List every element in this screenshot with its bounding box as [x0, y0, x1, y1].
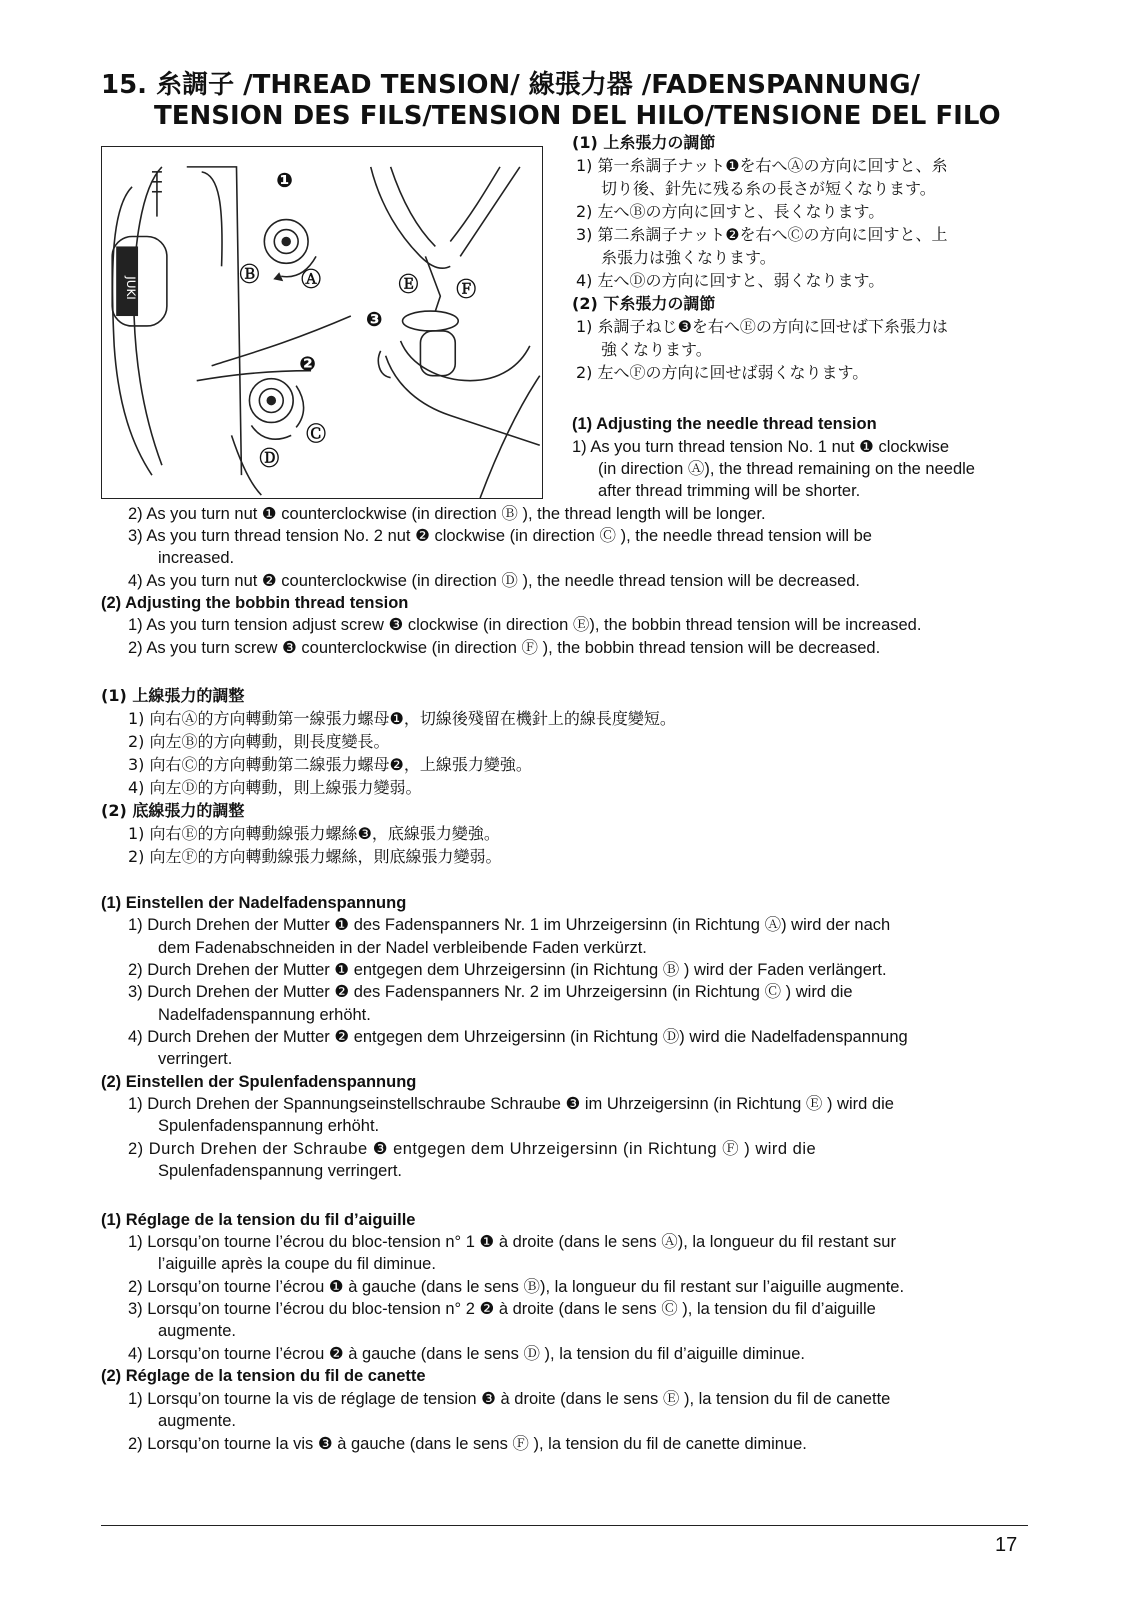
en-heading-1: (1) Adjusting the needle thread tension	[572, 415, 877, 433]
jp-line: 2) 左へⒷの方向に回すと、長くなります。	[576, 202, 885, 221]
en-line: after thread trimming will be shorter.	[598, 482, 861, 500]
fr-line: 1) Lorsqu’on tourne l’écrou du bloc-tension n° 1 ❶ à droite (dans le sens Ⓐ), la longueur du fil restant sur	[128, 1233, 896, 1251]
de-line: Nadelfadenspannung erhöht.	[158, 1006, 371, 1024]
fr-line: 1) Lorsqu’on tourne la vis de réglage de tension ❸ à droite (dans le sens Ⓔ ), la tension du fil de canette	[128, 1390, 891, 1408]
page-number: 17	[995, 1534, 1018, 1556]
fr-line: 2) Lorsqu’on tourne la vis ❸ à gauche (dans le sens Ⓕ ), la tension du fil de canette diminue.	[128, 1435, 807, 1453]
callout-nut-1: ❶	[276, 168, 294, 192]
zh-heading-1: (1) 上線張力的調整	[101, 686, 245, 705]
jp-line: 4) 左へⒹの方向に回すと、弱くなります。	[576, 271, 885, 290]
de-heading-1: (1) Einstellen der Nadelfadenspannung	[101, 894, 407, 912]
de-line: 1) Durch Drehen der Spannungseinstellschraube Schraube ❸ im Uhrzeigersinn (in Richtung Ⓔ ) wird die	[128, 1095, 894, 1113]
callout-screw-3: ❸	[365, 307, 383, 331]
jp-heading-1: (1) 上糸張力の調節	[572, 133, 716, 152]
en-line: 2) As you turn nut ❶ counterclockwise (in direction Ⓑ ), the thread length will be longer.	[128, 505, 766, 523]
callout-direction-f: Ⓕ	[456, 278, 477, 302]
page-title-line-2: TENSION DES FILS/TENSION DEL HILO/TENSIONE DEL FILO	[154, 101, 1001, 131]
en-line: 1) As you turn thread tension No. 1 nut ❶ clockwise	[572, 438, 950, 456]
fr-line: augmente.	[158, 1322, 236, 1340]
en-line: 4) As you turn nut ❷ counterclockwise (in direction Ⓓ ), the needle thread tension will be decreased.	[128, 572, 861, 590]
de-line: 1) Durch Drehen der Mutter ❶ des Fadenspanners Nr. 1 im Uhrzeigersinn (in Richtung Ⓐ) wird der nach	[128, 916, 891, 934]
callout-direction-d: Ⓓ	[259, 447, 280, 471]
callout-direction-a: Ⓐ	[301, 268, 322, 292]
de-line: dem Fadenabschneiden in der Nadel verbleibende Faden verkürzt.	[158, 939, 647, 957]
jp-line: 1) 糸調子ねじ❸を右へⒺの方向に回せば下糸張力は	[576, 317, 948, 336]
jp-line: 2) 左へⒻの方向に回せば弱くなります。	[576, 363, 869, 382]
en-line: increased.	[158, 549, 235, 567]
callout-direction-b: Ⓑ	[239, 263, 260, 287]
de-line: 2) Durch Drehen der Mutter ❶ entgegen dem Uhrzeigersinn (in Richtung Ⓑ ) wird der Faden verlängert.	[128, 961, 887, 979]
zh-line: 1) 向右Ⓔ的方向轉動線張力螺絲❸，底線張力變強。	[128, 824, 500, 843]
jp-line: 1) 第一糸調子ナット❶を右へⒶの方向に回すと、糸	[576, 156, 948, 175]
fr-line: augmente.	[158, 1412, 236, 1430]
jp-line: 3) 第二糸調子ナット❷を右へⒸの方向に回すと、上	[576, 225, 948, 244]
en-line: 1) As you turn tension adjust screw ❸ clockwise (in direction Ⓔ), the bobbin thread tension will be increased.	[128, 616, 922, 634]
fr-line: 4) Lorsqu’on tourne l’écrou ❷ à gauche (dans le sens Ⓓ ), la tension du fil d’aiguille diminue.	[128, 1345, 806, 1363]
de-line: verringert.	[158, 1050, 233, 1068]
fr-heading-2: (2) Réglage de la tension du fil de canette	[101, 1367, 426, 1385]
jp-heading-2: (2) 下糸張力の調節	[572, 294, 716, 313]
de-heading-2: (2) Einstellen der Spulenfadenspannung	[101, 1073, 417, 1091]
jp-line: 糸張力は強くなります。	[601, 248, 776, 267]
zh-line: 4) 向左Ⓓ的方向轉動，則上線張力變弱。	[128, 778, 422, 797]
fr-line: 2) Lorsqu’on tourne l’écrou ❶ à gauche (dans le sens Ⓑ), la longueur du fil restant sur l’aiguille augmente.	[128, 1278, 905, 1296]
en-heading-2: (2) Adjusting the bobbin thread tension	[101, 594, 409, 612]
de-line: 3) Durch Drehen der Mutter ❷ des Fadenspanners Nr. 2 im Uhrzeigersinn (in Richtung Ⓒ ) wird die	[128, 983, 853, 1001]
de-line: Spulenfadenspannung erhöht.	[158, 1117, 380, 1135]
de-line: Spulenfadenspannung verringert.	[158, 1162, 403, 1180]
footer-rule	[101, 1525, 1028, 1526]
fr-line: 3) Lorsqu’on tourne l’écrou du bloc-tension n° 2 ❷ à droite (dans le sens Ⓒ ), la tension du fil d’aiguille	[128, 1300, 876, 1318]
zh-line: 2) 向左Ⓕ的方向轉動線張力螺絲，則底線張力變弱。	[128, 847, 502, 866]
jp-line: 強くなります。	[601, 340, 712, 359]
en-line: 3) As you turn thread tension No. 2 nut ❷ clockwise (in direction Ⓒ ), the needle thread tension will be	[128, 527, 872, 545]
de-line: 2) Durch Drehen der Schraube ❸ entgegen dem Uhrzeigersinn (in Richtung Ⓕ ) wird die	[128, 1140, 817, 1158]
zh-heading-2: (2) 底線張力的調整	[101, 801, 245, 820]
callout-direction-c: Ⓒ	[306, 422, 326, 446]
en-line: (in direction Ⓐ), the thread remaining on the needle	[598, 460, 975, 478]
de-line: 4) Durch Drehen der Mutter ❷ entgegen dem Uhrzeigersinn (in Richtung Ⓓ) wird die Nadelfadenspannung	[128, 1028, 908, 1046]
fr-heading-1: (1) Réglage de la tension du fil d’aiguille	[101, 1211, 416, 1229]
zh-line: 1) 向右Ⓐ的方向轉動第一線張力螺母❶，切線後殘留在機針上的線長度變短。	[128, 709, 676, 728]
zh-line: 2) 向左Ⓑ的方向轉動，則長度變長。	[128, 732, 390, 751]
machine-logo-text: JUKI	[124, 276, 139, 300]
fr-line: l’aiguille après la coupe du fil diminue.	[158, 1255, 436, 1273]
callout-nut-2: ❷	[299, 352, 316, 376]
page-title-line-1: 15. 糸調子 /THREAD TENSION/ 線張力器 /FADENSPANNUNG/	[101, 70, 921, 100]
callout-direction-e: Ⓔ	[398, 273, 419, 297]
en-line: 2) As you turn screw ❸ counterclockwise (in direction Ⓕ ), the bobbin thread tension will be decreased.	[128, 639, 881, 657]
thread-tension-illustration	[101, 146, 543, 499]
jp-line: 切り後、針先に残る糸の長さが短くなります。	[601, 179, 936, 198]
zh-line: 3) 向右Ⓒ的方向轉動第二線張力螺母❷，上線張力變強。	[128, 755, 532, 774]
